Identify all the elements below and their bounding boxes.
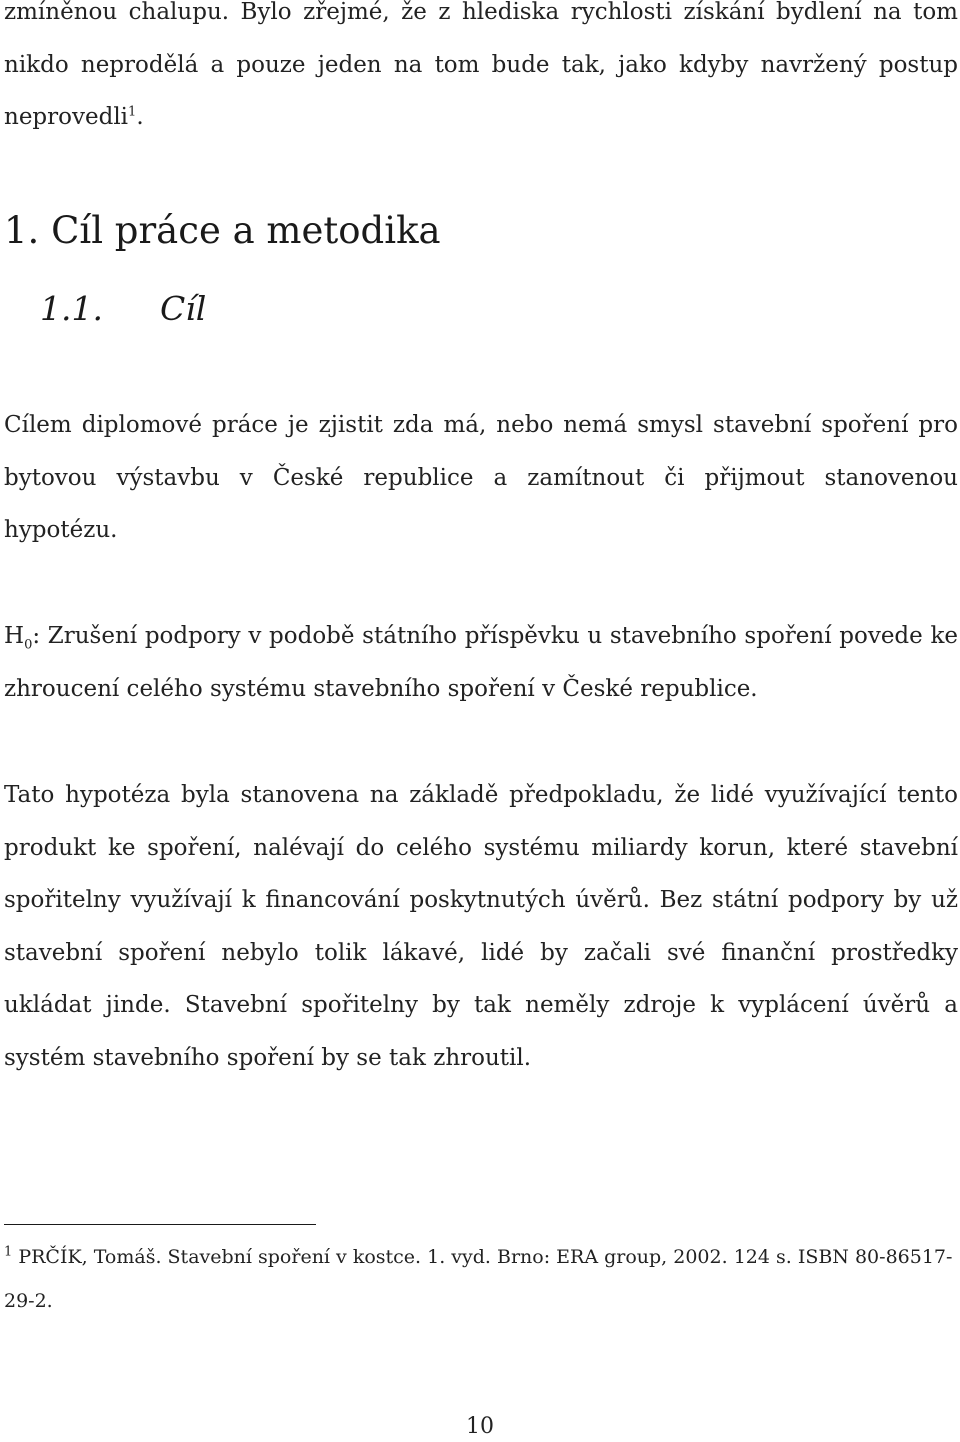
section-title: Cíl [160, 289, 207, 328]
rationale-paragraph: Tato hypotéza byla stanovena na základě předpokladu, že lidé využívající tento produkt ke spoření, nalévají do celého systému miliardy korun, které stavební spořitelny využívají k financování poskytnutých úvěrů. Bez státní podpory by už stavební spoření nebylo tolik lákavé, lidé by začali své finanční prostředky ukládat jinde. Stavební spořitelny by tak neměly zdroje k vyplácení úvěrů a systém stavebního spoření by se tak zhroutil. [4, 782, 958, 1071]
footnote-marker: 1 [4, 1244, 13, 1260]
hypothesis-symbol: H [4, 623, 25, 649]
hypothesis-subscript: 0 [24, 637, 33, 653]
footnote [4, 1235, 958, 1323]
footnote-divider [4, 1224, 316, 1225]
page-number: 10 [466, 1414, 494, 1439]
section-heading [40, 283, 206, 335]
continuation-end: . [136, 104, 144, 130]
footnote-reference: 1 [128, 104, 137, 120]
footnote-text: PRČÍK, Tomáš. Stavební spoření v kostce. 1. vyd. Brno: ERA group, 2002. 124 s. ISBN 80-86517-29-2. [4, 1246, 953, 1312]
hypothesis-paragraph [4, 610, 958, 715]
section-number: 1.1. [40, 289, 103, 328]
goal-paragraph: Cílem diplomové práce je zjistit zda má, nebo nemá smysl stavební spoření pro bytovou výstavbu v České republice a zamítnout či přijmout stanovenou hypotézu. [4, 412, 958, 543]
continuation-paragraph [4, 0, 958, 144]
continuation-text: zmíněnou chalupu. Bylo zřejmé, že z hlediska rychlosti získání bydlení na tom nikdo neprodělá a pouze jeden na tom bude tak, jako kdyby navržený postup neprovedli [4, 0, 958, 130]
hypothesis-text: : Zrušení podpory v podobě státního příspěvku u stavebního spoření povede ke zhroucení celého systému stavebního spoření v České republice. [4, 623, 958, 702]
chapter-heading: 1. Cíl práce a metodika [4, 209, 441, 252]
